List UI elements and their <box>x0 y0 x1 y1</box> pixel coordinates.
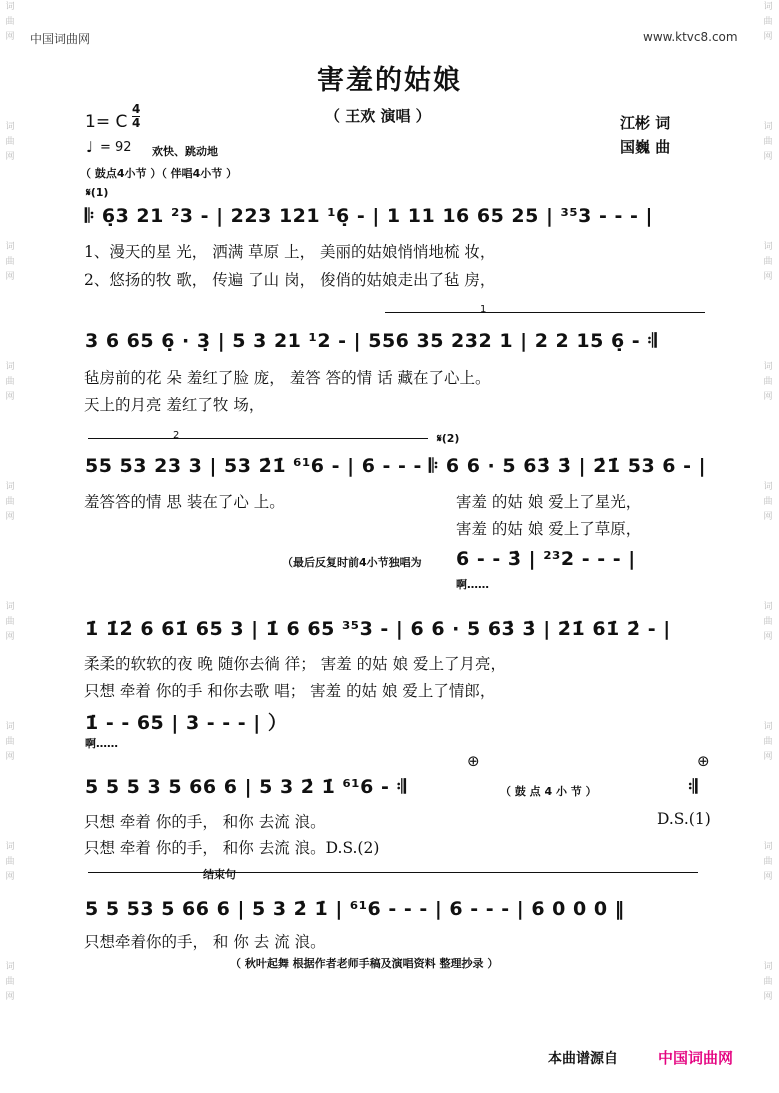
lyric-7: 只想牵着你的手， 和 你 去 流 浪。 <box>84 933 326 951</box>
notes-line-4: 1̇ 1̇2̇ 6 61̇ 65 3 | 1̇ 6 65 ³⁵3 - | 6 6 · 5 63̇ 3̇ | 2̇1̇ 61̇ 2̇ - | <box>85 618 671 640</box>
lyric-3-verse2-b: 害羞 的姑 娘 爱上了草原， <box>456 520 642 538</box>
segno-2: 𝄋(2) <box>437 432 460 445</box>
footer-source: 本曲谱源自 <box>548 1051 618 1067</box>
composer: 国巍 曲 <box>620 138 671 156</box>
watermark-right-3: 词曲网 <box>763 242 773 282</box>
lyric-2-verse1: 毡房前的花 朵 羞红了脸 庞， 羞答 答的情 话 藏在了心上。 <box>84 369 491 387</box>
tempo: = 92 <box>100 140 132 155</box>
quarter-note-icon: ♩ <box>86 138 94 156</box>
volta-bracket-2 <box>88 438 428 439</box>
solo-note: （最后反复时前4小节独唱为 <box>282 556 422 569</box>
notes-solo: 6 - - 3̇ | ²³2 - - - | <box>456 548 636 570</box>
watermark-left-3: 词曲网 <box>5 242 15 282</box>
notes-line-1: 𝄆 6̣3 21 ²3 - | 223 121 ¹6̣ - | 1 11 16 65 25 | ³⁵3 - - - | <box>85 205 653 227</box>
watermark-right-2: 词曲网 <box>763 122 773 162</box>
intro-note: （ 鼓点4小节 ）（ 伴唱4小节 ） <box>80 167 238 180</box>
watermark-left-8: 词曲网 <box>5 842 15 882</box>
lyric-4-verse2: 只想 牵着 你的手 和你去歌 唱； 害羞 的姑 娘 爱上了情郎， <box>84 682 496 700</box>
drum-interlude: （ 鼓 点 4 小 节 ） <box>500 785 597 798</box>
time-signature <box>132 103 140 130</box>
lyric-1-verse2: 2、悠扬的牧 歌， 传遍 了山 岗， 俊俏的姑娘走出了毡 房， <box>84 271 496 289</box>
coda-icon-1: ⊕ <box>467 752 480 770</box>
watermark-right-9: 词曲网 <box>763 962 773 1002</box>
lyric-2-verse2: 天上的月亮 羞红了牧 场， <box>84 396 265 414</box>
watermark-right-5: 词曲网 <box>763 482 773 522</box>
watermark-right-1: 词曲网 <box>763 2 773 42</box>
notes-line-6: 5 5 5 3 5 66 6 | 5 3 2̇ 1̇ ⁶¹6 - 𝄇 <box>85 776 407 798</box>
watermark-left-6: 词曲网 <box>5 602 15 642</box>
site-url[interactable]: www.ktvc8.com <box>643 30 738 44</box>
watermark-right-4: 词曲网 <box>763 362 773 402</box>
notes-line-7: 5 5 53 5 66 6 | 5 3 2̇ 1̇ | ⁶¹6 - - - | 6 - - - | 6 0 0 0 ‖ <box>85 898 625 920</box>
watermark-left-7: 词曲网 <box>5 722 15 762</box>
coda-icon-2: ⊕ <box>697 752 710 770</box>
time-bottom: 4 <box>132 116 141 130</box>
ds-1: D.S.(1) <box>657 810 711 828</box>
watermark-left-9: 词曲网 <box>5 962 15 1002</box>
singer: （ 王欢 演唱 ） <box>325 107 431 125</box>
watermark-left-5: 词曲网 <box>5 482 15 522</box>
watermark-left-4: 词曲网 <box>5 362 15 402</box>
watermark-left-2: 词曲网 <box>5 122 15 162</box>
lyric-1-verse1: 1、漫天的星 光， 洒满 草原 上， 美丽的姑娘悄悄地梳 妆， <box>84 243 496 261</box>
song-title: 害羞的姑娘 <box>317 65 462 96</box>
watermark-right-7: 词曲网 <box>763 722 773 762</box>
repeat-end-icon: 𝄇 <box>688 776 698 798</box>
volta-bracket-1 <box>385 312 705 313</box>
lyricist: 江彬 词 <box>620 114 671 132</box>
footer-site[interactable]: 中国词曲网 <box>658 1049 734 1067</box>
watermark-right-6: 词曲网 <box>763 602 773 642</box>
solo-lyric: 啊…… <box>456 578 489 591</box>
site-name: 中国词曲网 <box>30 32 91 46</box>
lyric-6-verse2: 只想 牵着 你的手， 和你 去流 浪。D.S.(2) <box>84 839 380 857</box>
ending-label: 结束句 <box>203 868 236 881</box>
volta-label-2: 2 <box>173 430 180 441</box>
credit: （ 秋叶起舞 根据作者老师手稿及演唱资料 整理抄录 ） <box>230 957 499 970</box>
watermark-right-8: 词曲网 <box>763 842 773 882</box>
time-top: 4 <box>132 102 141 116</box>
segno-1: 𝄋(1) <box>86 186 109 199</box>
tempo-desc: 欢快、跳动地 <box>152 145 218 158</box>
lyric-4-verse1: 柔柔的软软的夜 晚 随你去徜 徉； 害羞 的姑 娘 爱上了月亮， <box>84 655 506 673</box>
ah-lyric: 啊…… <box>85 737 118 750</box>
volta-label-1: 1 <box>480 304 487 315</box>
notes-line-5: 1̇ - - 65 | 3 - - - | ） <box>85 712 288 734</box>
lyric-3-verse1: 羞答答的情 思 装在了心 上。 <box>84 493 285 511</box>
lyric-6-verse1: 只想 牵着 你的手， 和你 去流 浪。 <box>84 813 326 831</box>
notes-line-3: 55 53 23 3 | 53 2̇1̇ ⁶¹6 - | 6 - - - 𝄆 6 6 · 5 63̇ 3̇ | 2̇1̇ 53 6 - | <box>85 455 707 477</box>
lyric-3-verse1-b: 害羞 的姑 娘 爱上了星光， <box>456 493 642 511</box>
watermark-left-1: 词曲网 <box>5 2 15 42</box>
ending-bracket <box>88 872 698 873</box>
key-signature: 1= C <box>85 112 128 132</box>
notes-line-2: 3 6 65 6̣ · 3̣ | 5 3 21 ¹2 - | 556 35 232 1 | 2 2 15 6̣ - 𝄇 <box>85 330 658 352</box>
